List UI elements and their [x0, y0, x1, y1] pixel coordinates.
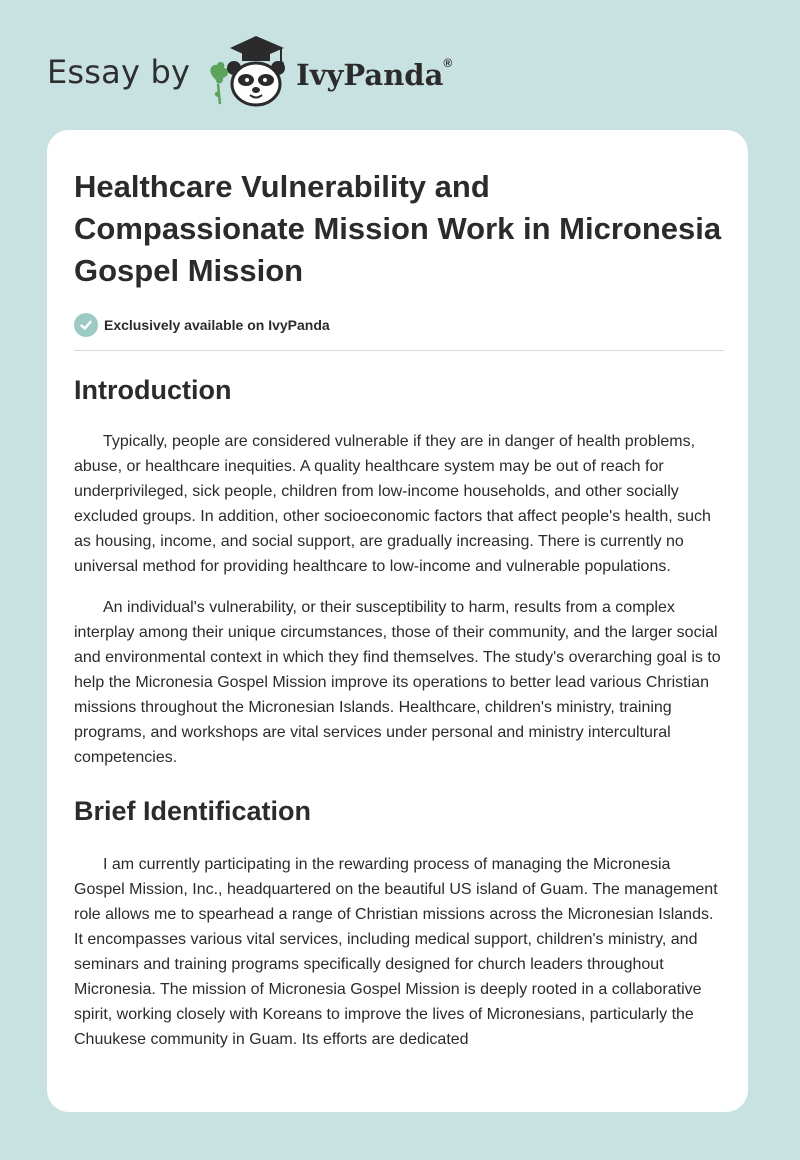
essay-title: Healthcare Vulnerability and Compassionate Mission Work in Micronesia Gospel Mission — [74, 169, 722, 288]
registered-mark: ® — [443, 56, 453, 70]
panda-graduation-cap-icon — [204, 34, 290, 110]
ivypanda-logo[interactable] — [204, 34, 452, 110]
check-icon — [74, 313, 98, 337]
paragraph: I am currently participating in the rewarding process of managing the Micronesia Gospel Mission, Inc., headquartered on the beautiful US island of Guam. The management role allows me to spearhead a range of Christian missions across the Micronesian Islands. It encompasses various vital services, including medical support, children's ministry, and seminars and training programs specifically designed for church leaders throughout Micronesia. The mission of Micronesia Gospel Mission is deeply rooted in a collaborative spirit, working closely with Koreans to improve the lives of Micronesians, particularly the Chuukese community in Guam. Its efforts are dedicated — [74, 856, 718, 1048]
exclusive-badge — [74, 312, 724, 338]
paragraph: Typically, people are considered vulnerable if they are in danger of health problems, abuse, or healthcare inequities. A quality healthcare system may be out of reach for underprivileged, sick people, children from low-income households, and other socially excluded groups. In addition, other socioeconomic factors that affect people's health, such as housing, income, and social support, are gradually increasing. There is currently no universal method for providing healthcare to low-income and vulnerable populations. — [74, 433, 711, 575]
divider — [74, 350, 724, 351]
essay-content — [74, 166, 724, 1052]
essay-card — [47, 130, 748, 1112]
brand-name: IvyPanda® — [296, 56, 453, 92]
section-heading-brief-identification: Brief Identification — [74, 796, 312, 826]
essay-by-label: Essay by — [47, 53, 191, 91]
site-header — [47, 32, 487, 112]
paragraph: An individual's vulnerability, or their susceptibility to harm, results from a complex interplay among their unique circumstances, those of their community, and the larger social and environmental context in which they find themselves. The study's overarching goal is to help the Micronesia Gospel Mission improve its operations to better lead various Christian missions throughout the Micronesian Islands. Healthcare, children's ministry, training programs, and workshops are vital services under personal and ministry intercultural competencies. — [74, 599, 721, 766]
exclusive-label: Exclusively available on IvyPanda — [104, 317, 330, 333]
section-heading-introduction: Introduction — [74, 375, 232, 405]
